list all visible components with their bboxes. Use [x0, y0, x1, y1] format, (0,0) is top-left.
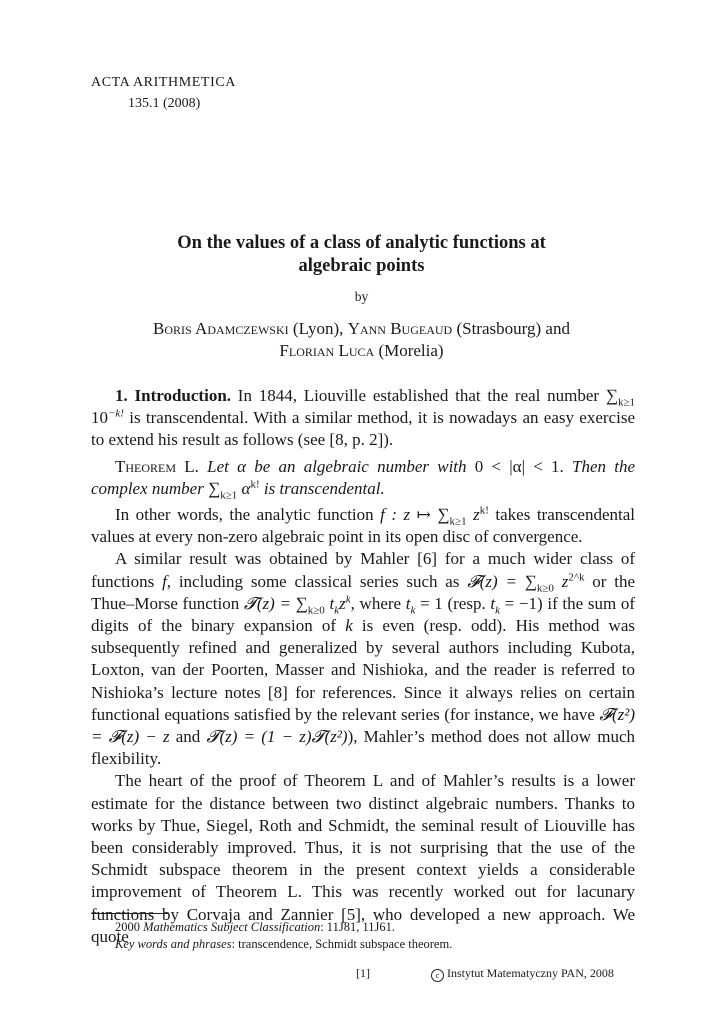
text-run: and — [169, 727, 207, 747]
math-subscript: k≥1 — [449, 515, 467, 528]
footnote-label: Key words and phrases — [115, 937, 232, 951]
math-term: 10 — [91, 408, 108, 428]
math-inline: 𝓣(z) = (1 − z)𝓣(z²) — [206, 727, 348, 747]
text-run: 2000 — [115, 920, 144, 934]
sum-symbol: ∑ — [208, 478, 221, 498]
text-run: In other words, the analytic function — [115, 505, 381, 525]
title-line-2: algebraic points — [298, 256, 425, 276]
theorem-text: is transcendental. — [259, 478, 385, 498]
paper-body — [91, 385, 635, 948]
math-inline: f : z ↦ — [380, 505, 438, 525]
theorem-label: Theorem L. — [115, 456, 199, 476]
copyright-line — [431, 966, 614, 982]
sum-symbol: ∑ — [605, 386, 618, 405]
math-term: t — [324, 593, 335, 613]
footnote-msc — [115, 919, 395, 935]
sum-symbol: ∑ — [295, 593, 308, 613]
page-number: [1] — [356, 966, 370, 980]
math-superscript: k! — [479, 504, 489, 517]
footnote-rule — [91, 913, 169, 914]
math-term: z — [553, 571, 569, 591]
math-term: z — [466, 505, 480, 525]
theorem-text: Let α be an algebraic number with — [198, 456, 475, 476]
body-paragraph: The heart of the proof of Theorem L and of Mahler’s results is a lower estimate for the distance between two distinct algebraic numbers. Thanks to works by Thue, Siegel, Roth and Schmidt, the seminal result of Liouville has been considerably improved. Thus, it is not surprising that the use of the Schmidt subspace theorem in the present context yields a considerable improvement of Theorem L. This was recently worked out for lacunary functions by Corvaja and Zannier [5], who developed a new approach. We quote — [91, 771, 635, 946]
body-paragraph — [91, 548, 635, 770]
author-list — [60, 318, 663, 362]
math-subscript: k≥1 — [617, 396, 636, 409]
text-run: = 1 (resp. — [415, 593, 491, 613]
body-paragraph — [91, 504, 635, 548]
author-affiliation: (Lyon), — [288, 319, 348, 338]
author-name: Florian Luca — [279, 341, 375, 360]
math-inline: 𝓕(z²) = 𝓕(z) − z — [91, 704, 635, 747]
by-label: by — [354, 289, 369, 304]
math-term: z — [339, 593, 346, 613]
math-subscript: k — [410, 604, 416, 617]
math-superscript: −k! — [108, 407, 124, 420]
math-subscript: k≥0 — [307, 604, 325, 617]
math-term: t — [490, 593, 496, 613]
sum-symbol: ∑ — [437, 505, 450, 525]
math-superscript: 2^k — [568, 570, 585, 583]
text-run: , including some classical series such as — [166, 571, 468, 591]
sum-symbol: ∑ — [524, 571, 537, 591]
math-inline: 𝓕(z) = — [467, 571, 525, 591]
author-affiliation: (Morelia) — [374, 341, 444, 360]
intro-paragraph — [91, 385, 635, 452]
footnote-value: : 11J81, 11J61. — [320, 920, 395, 934]
math-inline: 0 < |α| < 1. — [474, 456, 564, 476]
text-run: ), Mahler’s method does not allow much flexibility. — [91, 727, 636, 769]
math-superscript: k — [345, 593, 351, 606]
text-run: or the Thue–Morse function — [91, 571, 635, 613]
math-subscript: k≥1 — [220, 489, 238, 502]
footnote-keywords — [115, 936, 452, 952]
text-run: = −1) if the sum of digits of the binary expansion of — [91, 593, 635, 636]
math-subscript: k — [334, 604, 340, 617]
journal-issue: 135.1 (2008) — [128, 96, 201, 111]
author-name: Yann Bugeaud — [347, 319, 453, 338]
author-affiliation: (Strasbourg) and — [452, 319, 570, 338]
theorem-text: Then the complex number — [91, 456, 635, 498]
math-term: t — [405, 593, 411, 613]
math-superscript: k! — [250, 478, 260, 491]
theorem-paragraph — [91, 456, 635, 500]
text-run: is even (resp. odd). His method was subsequently refined and generalized by several authors including Kubota, Loxton, van der Poorten, Masser and Nishioka, and the reader is referred to Nishioka’s lecture notes [8] for references. Since it always relies on certain functional equations satisfied by the relevant series (for instance, we have — [91, 616, 635, 724]
text-run: A similar result was obtained by Mahler [6] for a much wider class of functions — [91, 549, 635, 591]
math-term: α — [237, 478, 251, 498]
footnote-label: Mathematics Subject Classification — [143, 920, 321, 934]
text-run: In 1844, Liouville established that the real number — [231, 386, 606, 405]
math-inline: f — [162, 571, 167, 591]
math-subscript: k — [495, 604, 500, 617]
author-name: Boris Adamczewski — [153, 319, 289, 338]
copyright-text: Instytut Matematyczny PAN, 2008 — [447, 966, 614, 980]
section-heading: 1. Introduction. — [115, 386, 232, 405]
text-run: , where — [350, 593, 406, 613]
footnote-value: : transcendence, Schmidt subspace theorem. — [231, 937, 453, 951]
copyright-icon: c — [431, 969, 444, 982]
title-line-1: On the values of a class of analytic functions at — [177, 233, 546, 253]
journal-name: ACTA ARITHMETICA — [91, 75, 236, 90]
math-subscript: k≥0 — [536, 582, 554, 595]
paper-title — [60, 232, 663, 278]
math-inline: k — [345, 616, 353, 636]
text-run: takes transcendental values at every non-zero algebraic point in its open disc of convergence. — [91, 505, 636, 547]
text-run: is transcendental. With a similar method, it is nowadays an easy exercise to extend his result as follows (see [8, p. 2]). — [91, 408, 635, 450]
math-inline: 𝓣(z) = — [243, 593, 296, 613]
